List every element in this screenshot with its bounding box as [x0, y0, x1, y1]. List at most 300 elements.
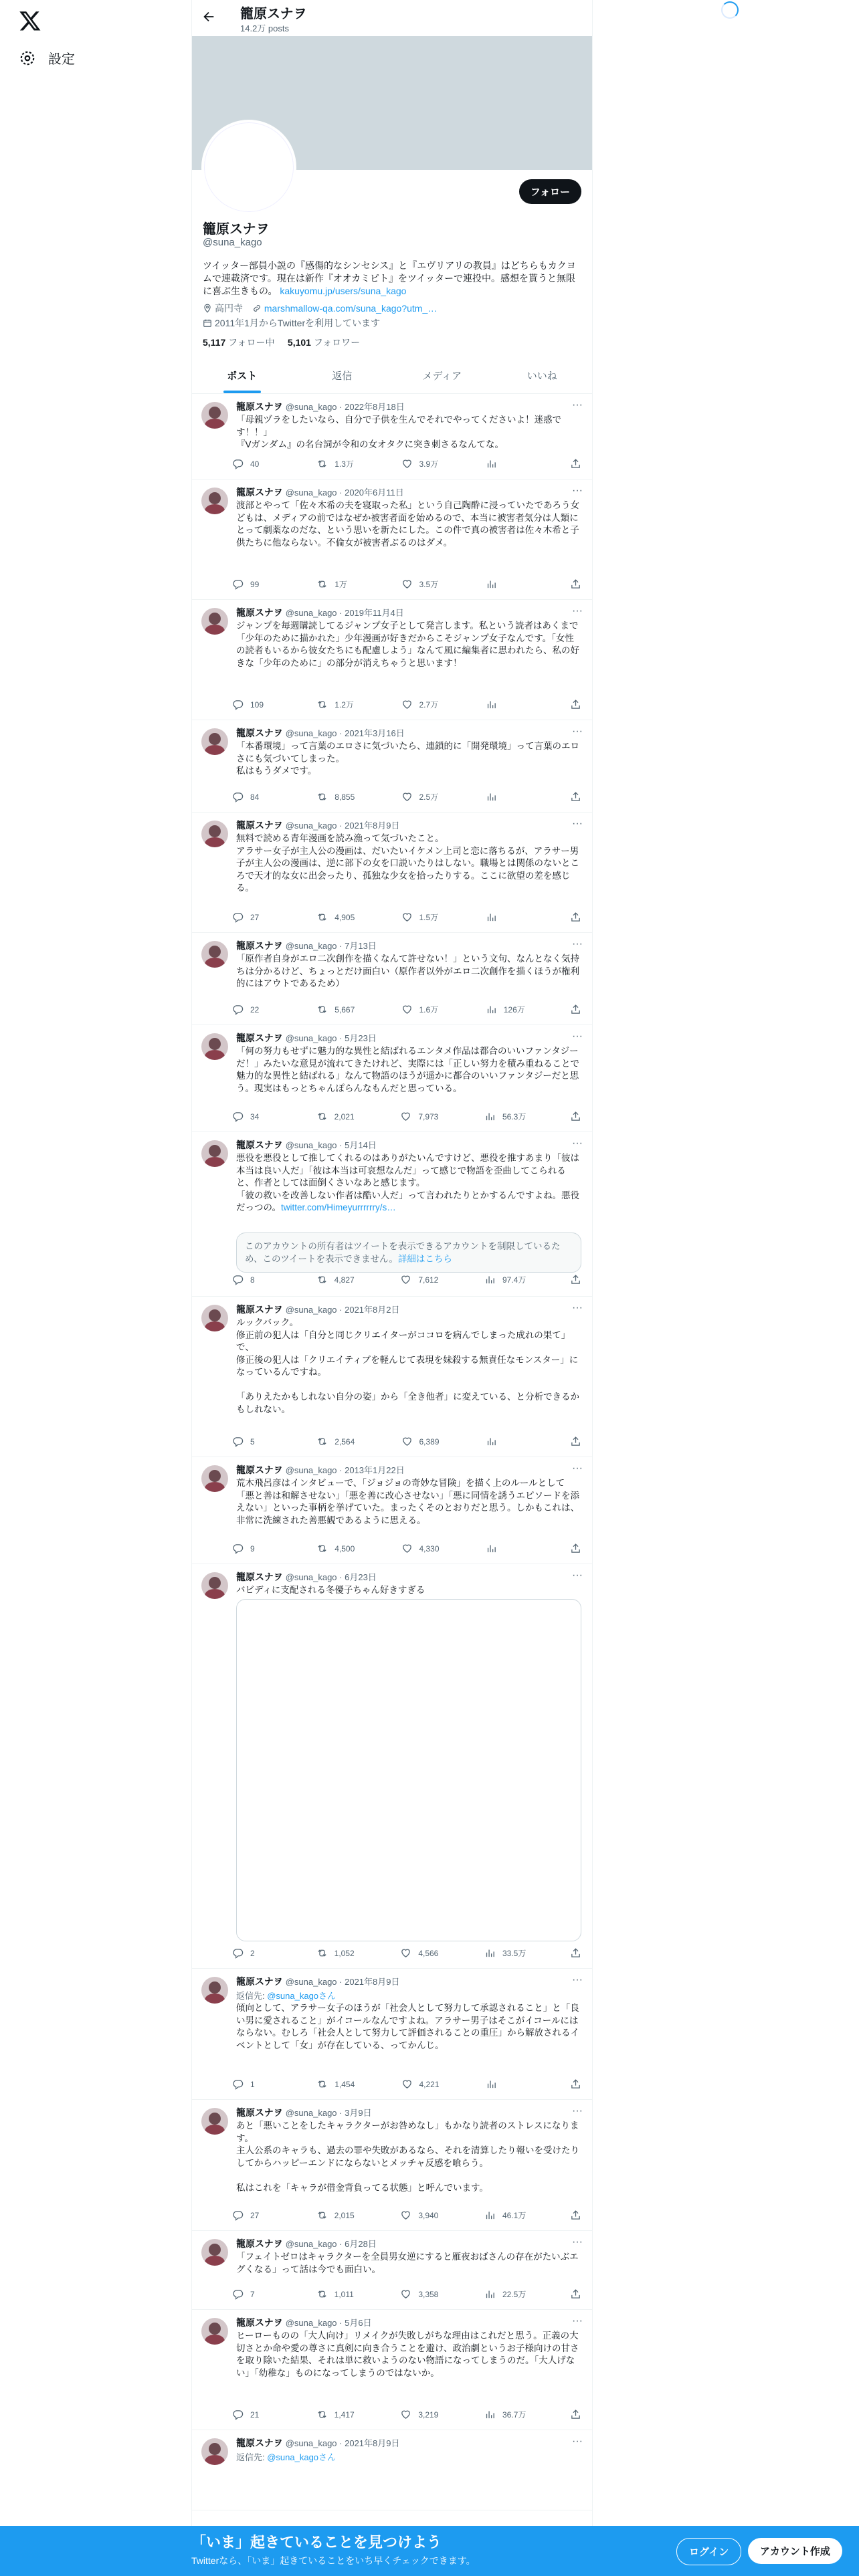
tweet-header: 籠原スナヲ @suna_kago · 6月23日 — [236, 1572, 377, 1582]
reply-button[interactable] — [232, 1274, 272, 1285]
tweet[interactable] — [192, 479, 592, 600]
like-button[interactable] — [401, 699, 442, 710]
tweet[interactable] — [192, 933, 592, 1025]
tweet-author-handle[interactable]: @suna_kago — [285, 2239, 337, 2249]
profile-avatar[interactable] — [201, 120, 296, 215]
tweet-date[interactable]: 2013年1月22日 — [345, 1465, 405, 1475]
retweet-icon — [316, 2078, 328, 2090]
tweet-author-handle[interactable]: @suna_kago — [285, 1977, 337, 1987]
tweet[interactable] — [192, 1132, 592, 1297]
views-button[interactable] — [486, 911, 526, 923]
tweet-author-name[interactable]: 籠原スナヲ — [236, 940, 283, 951]
views-button[interactable] — [484, 2210, 526, 2221]
reply-button[interactable] — [232, 2210, 272, 2221]
tweet[interactable] — [192, 720, 592, 813]
views-button[interactable] — [486, 578, 526, 590]
more-options-icon[interactable]: ··· — [572, 2105, 583, 2117]
share-button[interactable] — [570, 699, 581, 710]
views-button[interactable] — [486, 1543, 526, 1554]
tweet-author-handle[interactable]: @suna_kago — [285, 941, 337, 951]
like-count: 6,389 — [419, 1436, 440, 1446]
like-button[interactable] — [401, 2078, 442, 2090]
tweet-link[interactable]: twitter.com/Himeyurrrrrry/s… — [280, 1202, 396, 1212]
tweet-author-handle[interactable]: @suna_kago — [285, 1305, 337, 1315]
more-options-icon[interactable]: ··· — [572, 818, 583, 829]
tweet-date[interactable]: 2021年8月9日 — [345, 821, 400, 831]
tweet[interactable] — [192, 1457, 592, 1564]
tweet-author-handle[interactable]: @suna_kago — [285, 2318, 337, 2328]
like-button[interactable] — [401, 911, 442, 923]
like-button[interactable] — [401, 458, 442, 469]
reply-button[interactable] — [232, 1004, 272, 1015]
tweet-avatar[interactable] — [201, 402, 228, 429]
tweet-body: あと「悪いことをしたキャラクターがお咎めなし」もかなり読者のストレスになります。 主人公系のキャラも、過去の罪や失敗があるなら、それを清算したり報いを受けたりしてからハッピーエンドにならないとメッチャ反感を喰らう。 私はこれを「キャラが借金背負ってる状態」と呼んでいます。 — [236, 2121, 579, 2193]
like-count: 2.7万 — [419, 700, 439, 710]
retweet-count: 2,564 — [335, 1436, 355, 1446]
tweet-author-name[interactable]: 籠原スナヲ — [236, 1572, 283, 1582]
tweet-author-name[interactable]: 籠原スナヲ — [236, 607, 283, 618]
tweet-avatar[interactable] — [201, 608, 228, 635]
tweet-date[interactable]: 2021年3月16日 — [345, 728, 405, 738]
views-button[interactable] — [484, 1274, 526, 1285]
share-button[interactable] — [570, 2210, 581, 2221]
share-button[interactable] — [570, 458, 581, 469]
views-icon — [486, 911, 497, 923]
retweet-icon — [316, 2409, 328, 2420]
more-options-icon[interactable]: ··· — [572, 1138, 583, 1149]
tweet-text — [236, 1477, 581, 1527]
tweet-author-handle[interactable]: @suna_kago — [285, 728, 337, 738]
share-icon — [570, 2078, 581, 2090]
tweet-date[interactable]: 2022年8月18日 — [345, 402, 405, 412]
reply-button[interactable] — [232, 578, 272, 590]
like-button[interactable] — [401, 1004, 442, 1015]
profile-bio — [192, 259, 592, 298]
tweet-body: 「何の努力もせずに魅力的な異性と結ばれるエンタメ作品は都合のいいファンタジーだ！」みたいな意見が流れてきたけれど、実際には「正しい努力を積み重ねることで魅力的な異性と結ばれる」なんて物語のほうが遥かに都合のいいファンタジーだと思う。現実はもっとちゃんぽらんなもんだと思っている。 — [236, 1046, 579, 1093]
reply-button[interactable] — [232, 458, 272, 469]
views-button[interactable] — [484, 1947, 526, 1959]
learn-more-link[interactable]: 詳細はこちら — [397, 1254, 452, 1264]
retweet-icon — [316, 1111, 328, 1122]
tweet-text — [236, 2330, 581, 2379]
follow-button[interactable]: フォロー — [519, 179, 581, 204]
tweet-body: バビディに支配される冬優子ちゃん好きすぎる — [236, 1585, 425, 1595]
views-count: 46.1万 — [502, 2211, 527, 2220]
views-button[interactable] — [486, 1436, 526, 1447]
tweet-author-handle[interactable]: @suna_kago — [285, 608, 337, 618]
retweet-icon — [316, 699, 328, 710]
tweet-avatar[interactable] — [201, 2239, 228, 2266]
x-logo-icon[interactable] — [19, 9, 41, 32]
tweet-text — [236, 740, 581, 778]
share-button[interactable] — [570, 2288, 581, 2300]
like-count: 1.6万 — [419, 1005, 439, 1014]
reply-icon — [232, 1543, 244, 1554]
like-button[interactable] — [401, 1436, 442, 1447]
more-options-icon[interactable]: ··· — [572, 485, 583, 496]
retweet-icon — [316, 1004, 328, 1015]
reply-icon — [232, 1111, 244, 1122]
share-icon — [570, 2409, 581, 2420]
reply-to-link[interactable]: @suna_kagoさん — [267, 1991, 337, 2001]
tweet-author-name[interactable]: 籠原スナヲ — [236, 1465, 283, 1475]
tweet-avatar[interactable] — [201, 2108, 228, 2135]
like-count: 4,221 — [419, 2079, 440, 2089]
like-count: 3,219 — [418, 2409, 439, 2420]
share-button[interactable] — [570, 1004, 581, 1015]
like-button[interactable] — [401, 791, 442, 802]
tweet-date[interactable]: 2021年8月9日 — [345, 2438, 400, 2448]
following-stat[interactable] — [203, 337, 274, 348]
reply-count: 84 — [250, 792, 260, 802]
retweet-button[interactable] — [316, 2409, 357, 2420]
tweet-text — [236, 414, 581, 451]
website-item[interactable] — [252, 302, 437, 315]
like-icon — [401, 911, 413, 923]
tweet-author-handle[interactable]: @suna_kago — [285, 821, 337, 831]
like-button[interactable] — [400, 1111, 440, 1122]
like-button[interactable] — [400, 2409, 440, 2420]
tweet-date[interactable]: 2021年8月9日 — [345, 1977, 400, 1987]
tweet-media[interactable] — [236, 1599, 581, 1941]
tweet-avatar[interactable] — [201, 2318, 228, 2345]
signup-banner-title: 「いま」起きていることを見つけよう — [191, 2534, 442, 2551]
more-options-icon[interactable]: ··· — [572, 1463, 583, 1474]
reply-button[interactable] — [232, 1947, 272, 1959]
tweet-author-handle[interactable]: @suna_kago — [285, 2108, 337, 2118]
retweet-count: 4,500 — [335, 1543, 355, 1553]
tweet-avatar[interactable] — [201, 1465, 228, 1492]
tweet-avatar[interactable] — [201, 1977, 228, 2004]
tweet-text — [236, 1584, 581, 1597]
retweet-icon — [316, 1274, 328, 1285]
views-button[interactable] — [484, 2409, 526, 2420]
share-button[interactable] — [570, 1436, 581, 1447]
retweet-button[interactable] — [316, 1274, 357, 1285]
tweet-author-name[interactable]: 籠原スナヲ — [236, 820, 283, 831]
reply-context — [236, 1989, 336, 2002]
profile-stats — [192, 331, 592, 356]
reply-icon — [232, 1436, 244, 1447]
followers-stat[interactable] — [288, 337, 360, 348]
share-button[interactable] — [570, 578, 581, 590]
tweet-author-name[interactable]: 籠原スナヲ — [236, 2107, 283, 2118]
reply-icon — [232, 1004, 244, 1015]
views-button[interactable] — [484, 2288, 526, 2300]
tweet-text — [236, 1317, 581, 1416]
reply-button[interactable] — [232, 2078, 272, 2090]
tweet-avatar[interactable] — [201, 1033, 228, 1060]
more-options-icon[interactable]: ··· — [572, 1031, 583, 1042]
tweet-actions — [232, 1274, 581, 1285]
tweet-author-name[interactable]: 籠原スナヲ — [236, 2317, 283, 2328]
tweet-author-name[interactable]: 籠原スナヲ — [236, 1304, 283, 1315]
tweet-text — [236, 953, 581, 990]
share-button[interactable] — [570, 1543, 581, 1554]
like-count: 7,973 — [418, 1111, 439, 1121]
tweet[interactable] — [192, 600, 592, 720]
tweet-avatar[interactable] — [201, 728, 228, 755]
tweet-date[interactable]: 2021年8月2日 — [345, 1305, 400, 1315]
retweet-button[interactable] — [316, 699, 357, 710]
tweet-author-name[interactable]: 籠原スナヲ — [236, 728, 283, 738]
tab-replies[interactable]: 返信 — [332, 370, 353, 382]
reply-count: 40 — [250, 459, 260, 469]
share-button[interactable] — [570, 791, 581, 802]
tweet-header: 籠原スナヲ @suna_kago · 2021年8月9日 — [236, 820, 400, 831]
settings-link[interactable] — [19, 48, 75, 68]
reply-icon — [232, 2210, 244, 2221]
views-count: 22.5万 — [502, 2290, 527, 2299]
reply-icon — [232, 2078, 244, 2090]
tweet-body: 荒木飛呂彦はインタビューで、「ジョジョの奇妙な冒険」を描く上のルールとして「悪と善は和解させない」「悪を善に改心させない」「悪に同情を誘うエピソードを添えない」といった事柄を挙げていた。まったくそのとおりだと思う。しかもこれは、非常に洗練された善悪観であるように思える。 — [236, 1478, 579, 1525]
like-button[interactable] — [401, 1543, 442, 1554]
tweet[interactable] — [192, 394, 592, 479]
tweet[interactable] — [192, 2100, 592, 2231]
more-options-icon[interactable]: ··· — [572, 1302, 583, 1313]
profile-handle: @suna_kago — [203, 237, 262, 248]
tweet-author-handle[interactable]: @suna_kago — [285, 402, 337, 412]
retweet-count: 1,417 — [334, 2409, 355, 2420]
share-icon — [570, 1543, 581, 1554]
tweet[interactable] — [192, 2430, 592, 2510]
like-button[interactable] — [400, 1274, 440, 1285]
back-arrow-icon[interactable] — [201, 9, 216, 24]
tweet-author-handle[interactable]: @suna_kago — [285, 488, 337, 498]
login-button[interactable]: ログイン — [676, 2538, 741, 2565]
tweet-actions — [232, 1111, 581, 1122]
retweet-button[interactable] — [316, 578, 357, 590]
tweet-date[interactable]: 6月23日 — [345, 1572, 377, 1582]
like-button[interactable] — [400, 1947, 440, 1959]
reply-button[interactable] — [232, 699, 272, 710]
retweet-count: 2,015 — [334, 2210, 355, 2220]
reply-icon — [232, 1947, 244, 1959]
tweet[interactable] — [192, 2310, 592, 2430]
tweet-body: ヒーローものの「大人向け」リメイクが失敗しがちな理由はこれだと思う。正義の大切さとか命や愛の尊さに真剣に向き合うことを避け、政治劇というお子様向けの甘さを取り除いた結果、それは単に救いようのない物語になってしまうのだ。「大人げない」「幼稚な」ものになってしまうのではないか。 — [236, 2331, 579, 2378]
tweet-author-name[interactable]: 籠原スナヲ — [236, 401, 283, 412]
tweet-date[interactable]: 6月28日 — [345, 2239, 377, 2249]
tweet-date[interactable]: 2020年6月11日 — [345, 488, 404, 498]
views-icon — [486, 458, 497, 469]
like-icon — [400, 1947, 411, 1959]
retweet-button[interactable] — [316, 2288, 357, 2300]
tab-posts[interactable]: ポスト — [192, 359, 292, 393]
retweet-button[interactable] — [316, 1111, 357, 1122]
header-post-count: 14.2万 posts — [240, 23, 289, 33]
share-icon — [570, 1274, 581, 1285]
tweet-author-name[interactable]: 籠原スナヲ — [236, 1976, 283, 1987]
tweet-actions — [232, 699, 581, 710]
website-link[interactable]: marshmallow-qa.com/suna_kago?utm_… — [264, 303, 438, 314]
more-options-icon[interactable]: ··· — [572, 1974, 583, 1985]
views-button[interactable] — [486, 1004, 526, 1015]
retweet-count: 1.3万 — [335, 459, 354, 469]
tweet-author-name[interactable]: 籠原スナヲ — [236, 2238, 283, 2249]
like-button[interactable] — [400, 2210, 440, 2221]
reply-button[interactable] — [232, 2288, 272, 2300]
tweet-date[interactable]: 5月6日 — [345, 2318, 372, 2328]
tweet-avatar[interactable] — [201, 1572, 228, 1599]
tweet-header: 籠原スナヲ @suna_kago · 7月13日 — [236, 940, 377, 951]
like-icon — [400, 2288, 411, 2300]
views-button[interactable] — [486, 699, 526, 710]
tweet-avatar[interactable] — [201, 821, 228, 847]
views-button[interactable] — [484, 1111, 526, 1122]
reply-button[interactable] — [232, 791, 272, 802]
like-button[interactable] — [400, 2288, 440, 2300]
more-options-icon[interactable]: ··· — [572, 605, 583, 617]
tweet-header: 籠原スナヲ @suna_kago · 5月23日 — [236, 1033, 377, 1043]
reply-to-link[interactable]: @suna_kagoさん — [267, 2452, 337, 2462]
tweet-header: 籠原スナヲ @suna_kago · 2021年8月2日 — [236, 1304, 400, 1315]
share-button[interactable] — [570, 911, 581, 923]
views-icon — [486, 1543, 497, 1554]
more-options-icon[interactable]: ··· — [572, 399, 583, 411]
reply-count: 99 — [250, 579, 260, 589]
tweet-date[interactable]: 3月9日 — [345, 2108, 372, 2118]
tweet-author-handle[interactable]: @suna_kago — [285, 1033, 337, 1043]
tweet-date[interactable]: 5月23日 — [345, 1033, 377, 1043]
like-button[interactable] — [401, 578, 442, 590]
tweet-date[interactable]: 7月13日 — [345, 941, 377, 951]
retweet-count: 1,454 — [335, 2079, 355, 2089]
retweet-button[interactable] — [316, 791, 357, 802]
header-name: 籠原スナヲ — [240, 7, 307, 21]
tweet[interactable] — [192, 1564, 592, 1969]
bio-link[interactable]: kakuyomu.jp/users/suna_kago — [280, 286, 407, 296]
retweet-count: 1万 — [335, 580, 347, 589]
like-icon — [400, 1111, 411, 1122]
joined-text: 2011年1月からTwitterを利用しています — [215, 318, 381, 328]
retweet-button[interactable] — [316, 1436, 357, 1447]
reply-count: 27 — [250, 2210, 260, 2220]
share-icon — [570, 578, 581, 590]
share-icon — [570, 1111, 581, 1122]
reply-icon — [232, 2409, 244, 2420]
gear-icon — [19, 49, 36, 67]
tweet-text — [236, 620, 581, 669]
like-count: 4,566 — [418, 1948, 439, 1958]
tweet[interactable] — [192, 1025, 592, 1132]
tweet-author-handle[interactable]: @suna_kago — [285, 1465, 337, 1475]
views-button[interactable] — [486, 2078, 526, 2090]
tweet-body: 「母親ヅラをしたいなら、自分で子供を生んでそれでやってくださいよ！迷惑です！！」 『Vガンダム』の名台詞が令和の女オタクに突き刺さるなんてな。 — [236, 415, 561, 449]
tweet-date[interactable]: 2019年11月4日 — [345, 608, 404, 618]
retweet-icon — [316, 791, 328, 802]
share-button[interactable] — [570, 1947, 581, 1959]
like-count: 3,358 — [418, 2289, 439, 2299]
tweet-author-name[interactable]: 籠原スナヲ — [236, 2438, 283, 2448]
views-icon — [484, 1274, 496, 1285]
tweet-text — [236, 2120, 581, 2194]
tweet-author-handle[interactable]: @suna_kago — [285, 1140, 337, 1150]
tab-likes[interactable]: いいね — [527, 370, 557, 382]
tweet-avatar[interactable] — [201, 488, 228, 514]
tweet-author-handle[interactable]: @suna_kago — [285, 2438, 337, 2448]
like-count: 3,940 — [418, 2210, 439, 2220]
views-count: 126万 — [503, 1005, 525, 1014]
retweet-button[interactable] — [316, 1947, 357, 1959]
tweet-author-name[interactable]: 籠原スナヲ — [236, 1033, 283, 1043]
retweet-button[interactable] — [316, 1004, 357, 1015]
tweet-text — [236, 833, 581, 895]
tweet-text — [236, 1045, 581, 1095]
tweet[interactable] — [192, 1297, 592, 1457]
reply-icon — [232, 2288, 244, 2300]
more-options-icon[interactable]: ··· — [572, 726, 583, 737]
tweet-header: 籠原スナヲ @suna_kago · 2013年1月22日 — [236, 1465, 405, 1475]
share-button[interactable] — [570, 1111, 581, 1122]
tweet[interactable] — [192, 813, 592, 933]
views-icon — [484, 1947, 496, 1959]
tweet[interactable] — [192, 1969, 592, 2100]
tweet-author-handle[interactable]: @suna_kago — [285, 1572, 337, 1582]
following-count: 5,117 — [203, 337, 226, 348]
share-button[interactable] — [570, 1274, 581, 1285]
views-count: 36.7万 — [502, 2410, 527, 2420]
tweet-header: 籠原スナヲ @suna_kago · 2019年11月4日 — [236, 607, 404, 618]
signup-button[interactable]: アカウント作成 — [748, 2538, 842, 2564]
like-icon — [401, 458, 413, 469]
retweet-button[interactable] — [316, 458, 357, 469]
more-options-icon[interactable]: ··· — [572, 2436, 583, 2447]
tab-media[interactable]: メディア — [422, 370, 462, 382]
tweet-avatar[interactable] — [201, 1140, 228, 1167]
views-button[interactable] — [486, 458, 526, 469]
views-button[interactable] — [486, 791, 526, 802]
reply-button[interactable] — [232, 1543, 272, 1554]
share-button[interactable] — [570, 2409, 581, 2420]
more-options-icon[interactable]: ··· — [572, 2236, 583, 2248]
retweet-button[interactable] — [316, 2210, 357, 2221]
tweet[interactable] — [192, 2231, 592, 2310]
tweet-actions — [232, 2409, 581, 2420]
location-item — [203, 302, 243, 315]
retweet-count: 4,827 — [334, 1275, 355, 1285]
retweet-button[interactable] — [316, 911, 357, 923]
tweet-text — [236, 2251, 581, 2276]
share-button[interactable] — [570, 2078, 581, 2090]
like-count: 4,330 — [419, 1543, 440, 1553]
reply-button[interactable] — [232, 2409, 272, 2420]
retweet-icon — [316, 1436, 328, 1447]
more-options-icon[interactable]: ··· — [572, 2315, 583, 2327]
reply-button[interactable] — [232, 1111, 272, 1122]
tweet-actions — [232, 1436, 581, 1447]
tweet-date[interactable]: 5月14日 — [345, 1140, 377, 1150]
more-options-icon[interactable]: ··· — [572, 1570, 583, 1581]
followers-count: 5,101 — [287, 337, 311, 348]
reply-icon — [232, 1274, 244, 1285]
reply-button[interactable] — [232, 1436, 272, 1447]
tweet-actions — [232, 2078, 581, 2090]
retweet-button[interactable] — [316, 1543, 357, 1554]
more-options-icon[interactable]: ··· — [572, 938, 583, 950]
share-icon — [570, 2210, 581, 2221]
tweet-author-name[interactable]: 籠原スナヲ — [236, 487, 283, 498]
tweet-author-name[interactable]: 籠原スナヲ — [236, 1140, 283, 1150]
reply-button[interactable] — [232, 911, 272, 923]
tweet-avatar[interactable] — [201, 941, 228, 968]
tweet-actions — [232, 2210, 581, 2221]
retweet-button[interactable] — [316, 2078, 357, 2090]
retweet-count: 1,052 — [334, 1948, 355, 1958]
tweet-avatar[interactable] — [201, 2438, 228, 2465]
tweet-avatar[interactable] — [201, 1305, 228, 1331]
reply-count: 8 — [250, 1275, 255, 1285]
share-icon — [570, 791, 581, 802]
